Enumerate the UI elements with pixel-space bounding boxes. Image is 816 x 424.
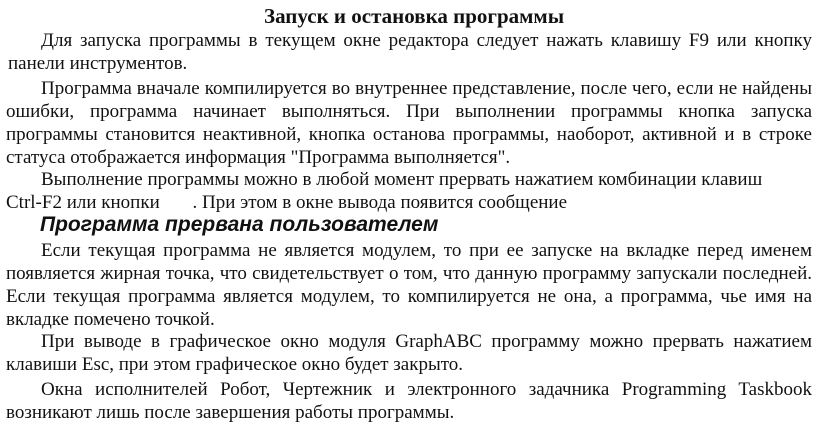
paragraph-module-dot: Если текущая программа не является модулем, то при ее запуске на вкладке перед именем появляется жирная точка, что свидетельствует о том, что данную программу запускали последней. Если текущая программа является модулем, то компилируется не она, а программа, чье имя на вкладке помечено точкой. — [6, 240, 812, 330]
interrupt-line-2a: Ctrl-F2 или кнопки — [6, 192, 160, 213]
paragraph-compilation: Программа вначале компилируется во внутреннее представление, после чего, если не найдены ошибки, программа начинает выполняться. При выполнении программы кнопка запуска программы становится неактивной, кнопка останова программы, наоборот, активной и в строке статуса отображается информация "Программа выполняется". — [6, 78, 812, 168]
interrupt-line-1: Выполнение программы можно в любой момент прервать нажатием комбинации клавиш — [41, 169, 763, 190]
paragraph-interrupt — [6, 168, 812, 214]
interrupt-message: Программа прервана пользователем — [40, 213, 439, 236]
paragraph-executors: Окна исполнителей Робот, Чертежник и электронного задачника Programming Taskbook возникают лишь после завершения работы программы. — [6, 379, 812, 423]
document-title: Запуск и остановка программы — [264, 4, 565, 28]
paragraph-graphabc: При выводе в графическое окно модуля GraphABC программу можно прервать нажатием клавиши Esc, при этом графическое окно будет закрыто. — [6, 331, 812, 375]
interrupt-line-2b: . При этом в окне вывода появится сообщение — [192, 192, 568, 213]
paragraph-run-methods: Для запуска программы в текущем окне редактора следует нажать клавишу F9 или кнопку панели инструментов. — [8, 30, 812, 74]
stop-button-icon — [165, 197, 193, 211]
